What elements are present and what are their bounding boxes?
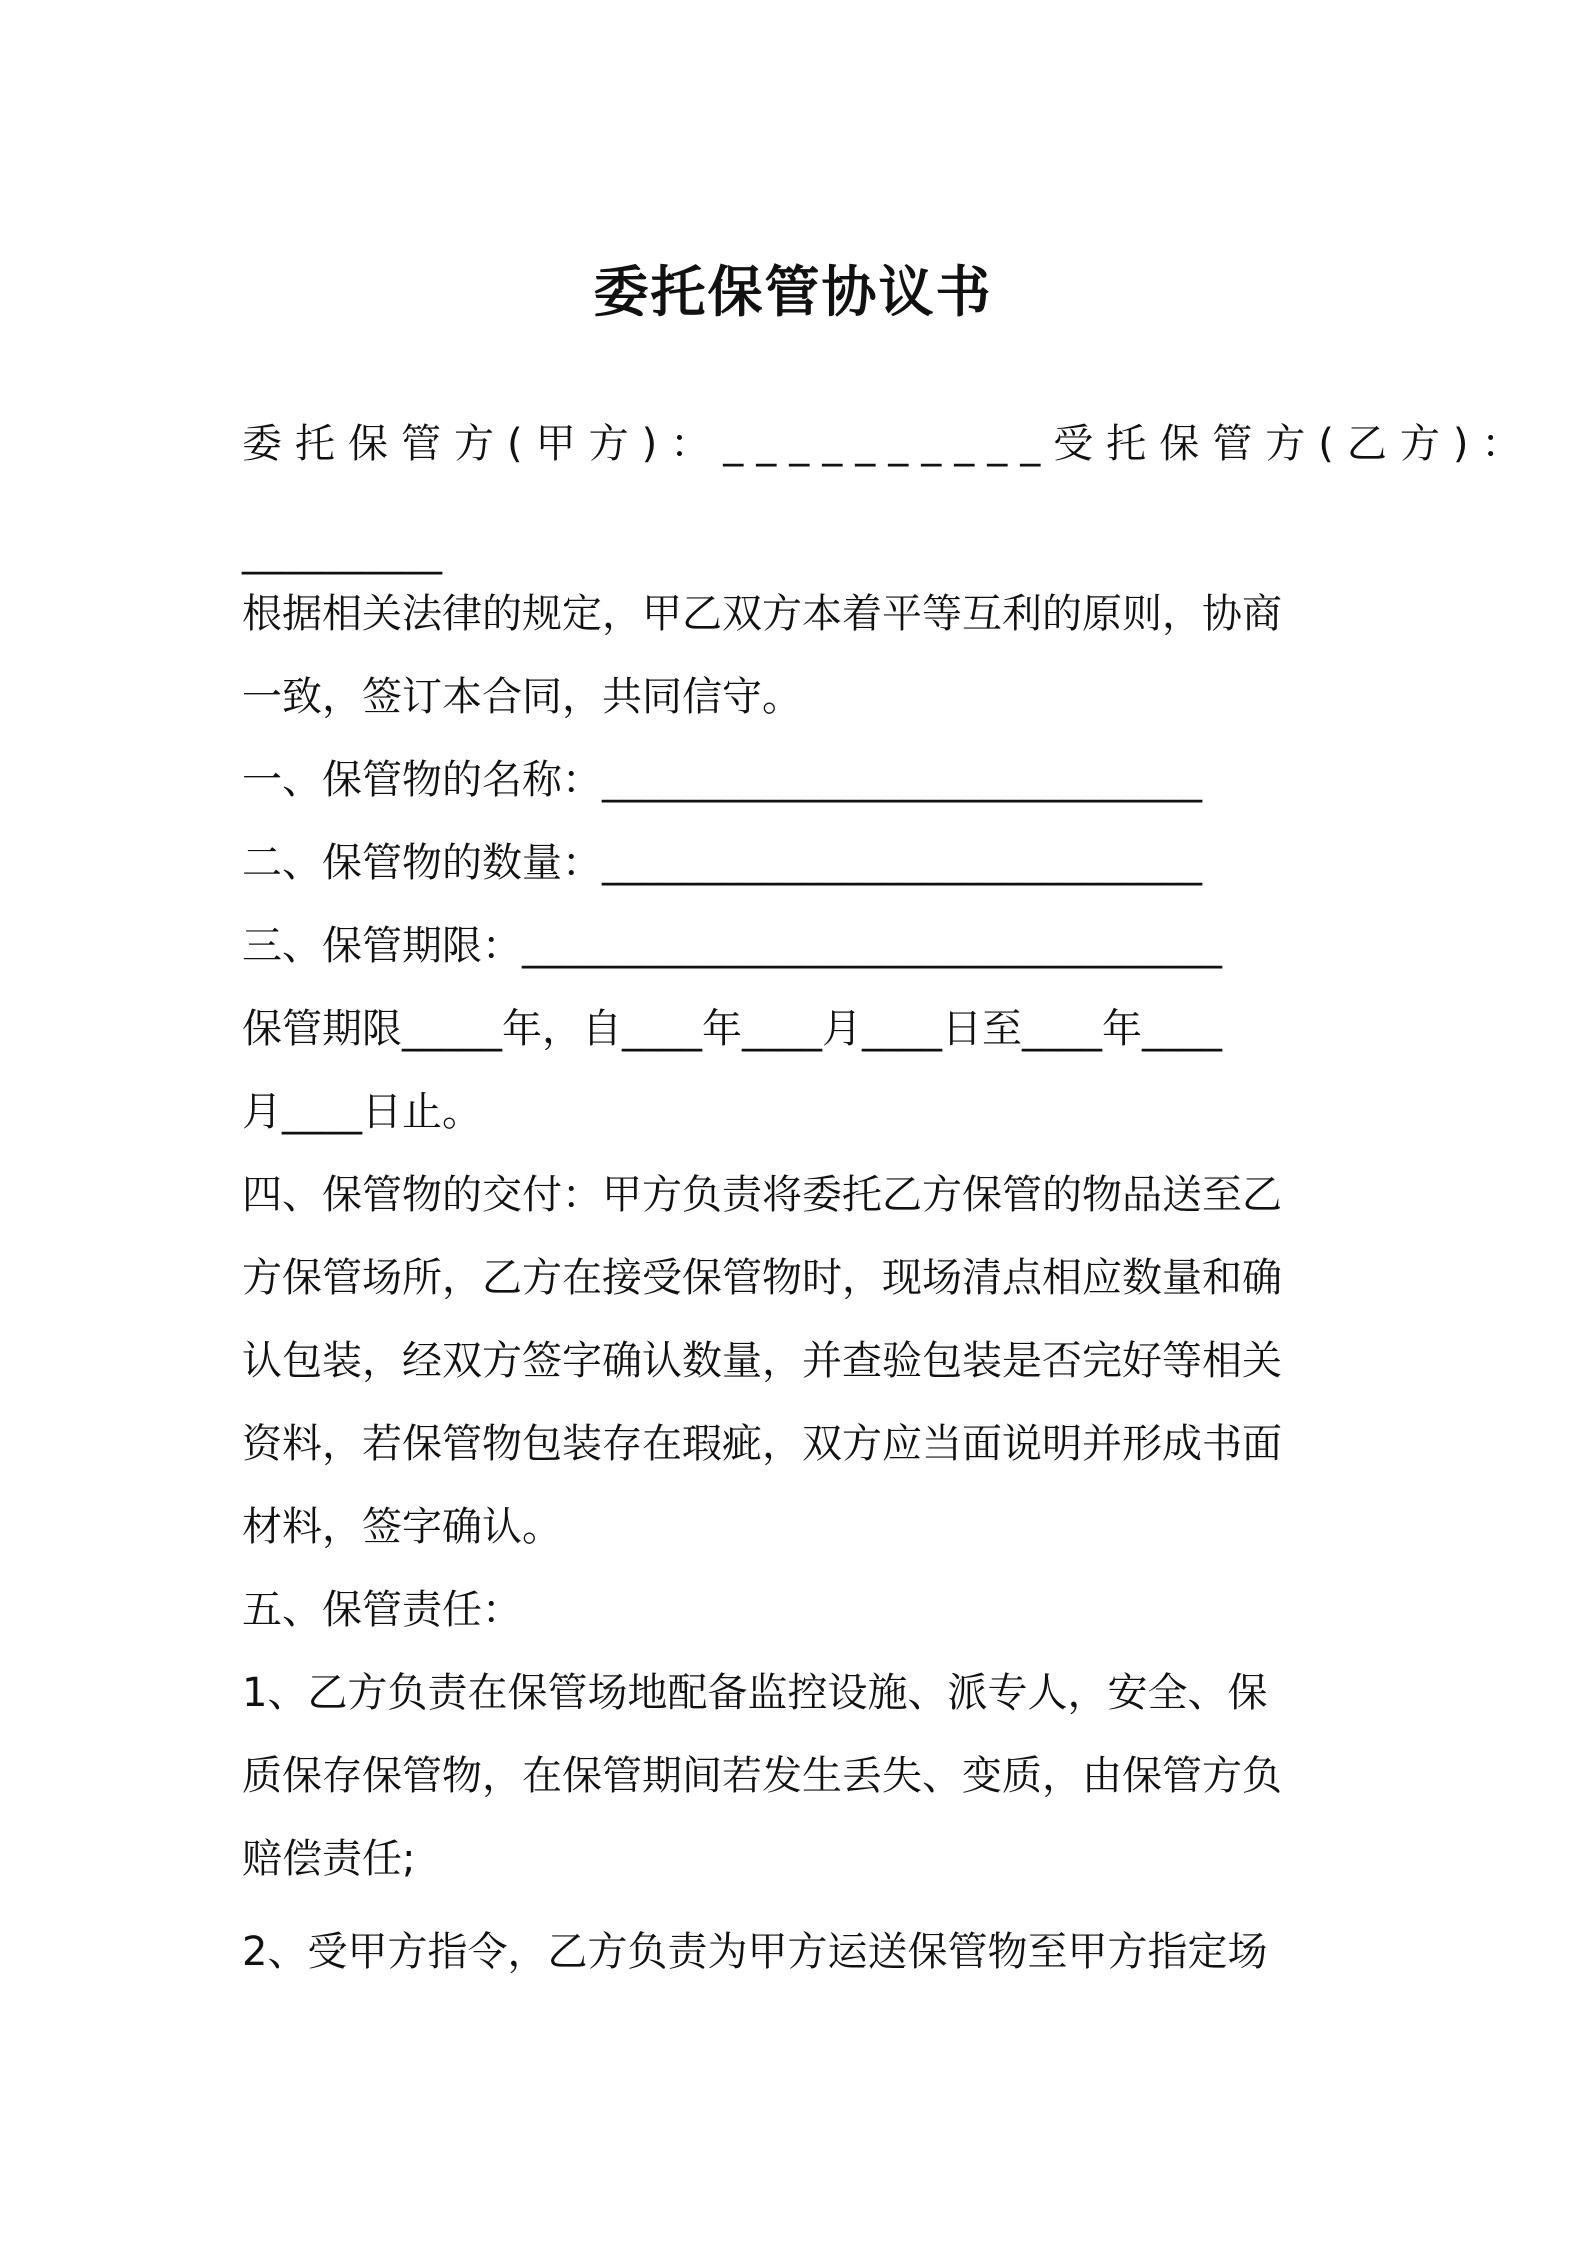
clause-responsibility: 五、保管责任： (242, 1587, 522, 1633)
responsibility-item-1: 1、乙方负责在保管场地配备监控设施、派专人，安全、保 (242, 1670, 1268, 1716)
clause-item-quantity: 二、保管物的数量：______________________________ (242, 840, 1202, 886)
party-blank-line: __________ (242, 529, 442, 575)
clause-item-name: 一、保管物的名称：______________________________ (242, 757, 1202, 803)
body-line: 方保管场所，乙方在接受保管物时，现场清点相应数量和确 (242, 1255, 1282, 1301)
party-line: 委托保管方(甲方)：__________受托保管方(乙方)： (242, 421, 1535, 467)
body-line: 材料，签字确认。 (242, 1504, 562, 1550)
document-title: 委托保管协议书 (593, 260, 993, 324)
clause-term: 三、保管期限：___________________________________ (242, 923, 1222, 969)
body-line: 认包装，经双方签字确认数量，并查验包装是否完好等相关 (242, 1338, 1282, 1384)
body-line: 根据相关法律的规定，甲乙双方本着平等互利的原则，协商 (242, 591, 1282, 637)
body-line: 赔偿责任; (242, 1836, 416, 1882)
clause-delivery: 四、保管物的交付：甲方负责将委托乙方保管的物品送至乙 (242, 1172, 1282, 1218)
term-period-line: 保管期限_____年，自____年____月____日至____年____ (242, 1006, 1222, 1052)
responsibility-item-2: 2、受甲方指令，乙方负责为甲方运送保管物至甲方指定场 (242, 1929, 1268, 1975)
body-line: 质保存保管物，在保管期间若发生丢失、变质，由保管方负 (242, 1753, 1282, 1799)
body-line: 资料，若保管物包装存在瑕疵，双方应当面说明并形成书面 (242, 1421, 1282, 1467)
body-line: 一致，签订本合同，共同信守。 (242, 674, 802, 720)
term-period-end-line: 月____日止。 (242, 1089, 482, 1135)
